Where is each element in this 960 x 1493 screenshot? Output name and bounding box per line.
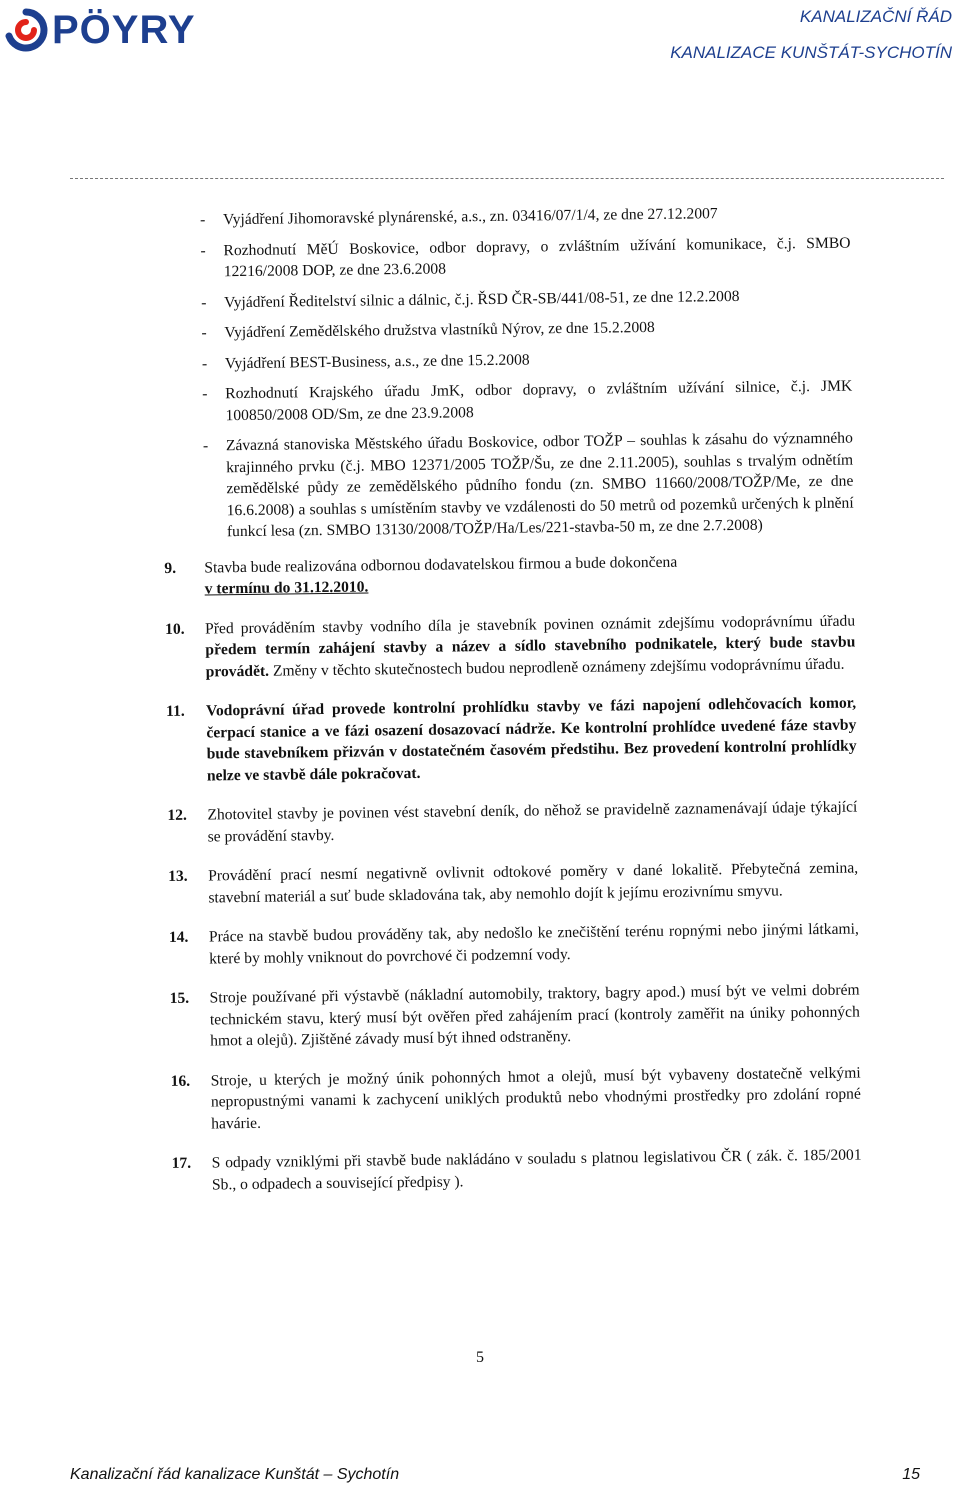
list-item: - Závazná stanoviska Městského úřadu Boskovice, odbor TOŽP – souhlas k zásahu do významného krajinného prvku (č.j. MBO 12371/2005 TOŽP/Šu, ze dne 2.11.2005), souhlas s trvalým odnětím zemědělské půdy ze zemědělského půdního fondu (zn. SMBO 11660/2008/TOŽP/Me, ze dne 16.6.2008) a souhlas s umístěním stavby ve vzdálenosti do 50 metrů od pozemků určených k plnění funkcí lesa (zn. SMBO 13130/2008/TOŽP/Ha/Les/221-stavba-50 m, ze dne 2.7.2008) (202, 429, 854, 541)
list-item: - Rozhodnutí Krajského úřadu JmK, odbor dopravy, o zvláštním užívání silnice, č.j. JMK 100850/2008 OD/Sm, ze dne 23.9.2008 (202, 377, 853, 424)
item-9-text: Stavba bude realizována odbornou dodavatelskou firmou a bude dokončena (204, 553, 678, 576)
numbered-item-15: 15. Stroje používané při výstavbě (nákladní automobily, traktory, bagry apod.) musí být ve velmi dobrém technickém stavu, který musí být ověřen před zahájením prací (kontroly zaměřit na úniky pohonných hmot a olejů). Zjištěné závady musí být ihned odstraněny. (169, 981, 860, 1050)
numbered-item-13: 13. Provádění prací nesmí negativně ovlivnit odtokové poměry v dané lokalitě. Přebytečná zemina, stavební materiál a suť bude skladována tak, aby nemohlo dojít k jejímu erozivnímu smyvu. (168, 859, 859, 906)
numbered-item-10: 10. Před prováděním stavby vodního díla je stavebník povinen oznámit zdejšímu vodoprávnímu úřadu předem termín zahájení stavby a název a sídlo stavebního podnikatele, který bude stavbu provádět. Změny v těchto skutečnostech budou neprodleně oznámeny zdejšímu vodoprávnímu úřadu. (165, 612, 856, 680)
logo-text: PÖYRY (52, 8, 196, 52)
list-item: - Vyjádření Ředitelství silnic a dálnic, č.j. ŘSD ČR-SB/441/08-51, ze dne 12.2.2008 (201, 287, 740, 312)
numbered-item-17: 17. S odpady vzniklými při stavbě bude nakládáno v souladu s platnou legislativou ČR ( zák. č. 185/2001 Sb., o odpadech a související předpisy ). (171, 1146, 862, 1193)
footer-page-number: 15 (902, 1466, 920, 1483)
scan-page-number: 5 (476, 1349, 484, 1366)
list-item: - Vyjádření Jihomoravské plynárenské, a.s., zn. 03416/07/1/4, ze dne 27.12.2007 (200, 205, 718, 229)
header-title-line1: KANALIZAČNÍ ŘÁD (799, 7, 952, 26)
list-item: - Vyjádření BEST-Business, a.s., ze dne 15.2.2008 (201, 350, 530, 372)
numbered-item-16: 16. Stroje, u kterých je možný únik pohonných hmot a olejů, musí být vybaveny dostatečně velkými nepropustnými vanami k zachycení uniklých produktů nebo vhodnými prostředky pro zdolání ropné havárie. (170, 1064, 861, 1132)
scanned-document-body (160, 202, 862, 1214)
numbered-item-12: 12. Zhotovitel stavby je povinen vést stavební deník, do něhož se pravidelně zaznamenávají údaje týkající se provádění stavby. (167, 798, 858, 845)
company-logo (4, 8, 196, 52)
list-item: - Vyjádření Zemědělského družstva vlastníků Nýrov, ze dne 15.2.2008 (201, 318, 655, 342)
poyry-swirl-icon (4, 8, 48, 52)
numbered-item-9: 9. Stavba bude realizována odbornou dodavatelskou firmou a bude dokončena v termínu do 31.12.2010. (164, 553, 678, 598)
numbered-item-11: 11. Vodoprávní úřad provede kontrolní prohlídku stavby ve fázi napojení odlehčovacích komor, čerpací stanice a ve fázi osazení dosazovací nádrže. Ke kontrolní prohlídce uvedené fáze stavby bude stavebníkem přizván v dostatečném časovém předstihu. Bez provedení kontrolní prohlídky nelze ve stavbě dále pokračovat. (166, 694, 857, 784)
scan-divider-line (70, 178, 944, 179)
numbered-item-14: 14. Práce na stavbě budou prováděny tak, aby nedošlo ke znečištění terénu ropnými nebo jinými látkami, které by mohly vniknout do povrchové či podzemní vody. (168, 920, 859, 967)
header-title-line2: KANALIZACE KUNŠTÁT-SYCHOTÍN (670, 43, 952, 62)
list-item: - Rozhodnutí MěÚ Boskovice, odbor dopravy, o zvláštním užívání komunikace, č.j. SMBO 12216/2008 DOP, ze dne 23.6.2008 (200, 234, 851, 281)
item-9-deadline: v termínu do 31.12.2010. (204, 578, 369, 598)
footer-title: Kanalizační řád kanalizace Kunštát – Sychotín (70, 1466, 400, 1483)
